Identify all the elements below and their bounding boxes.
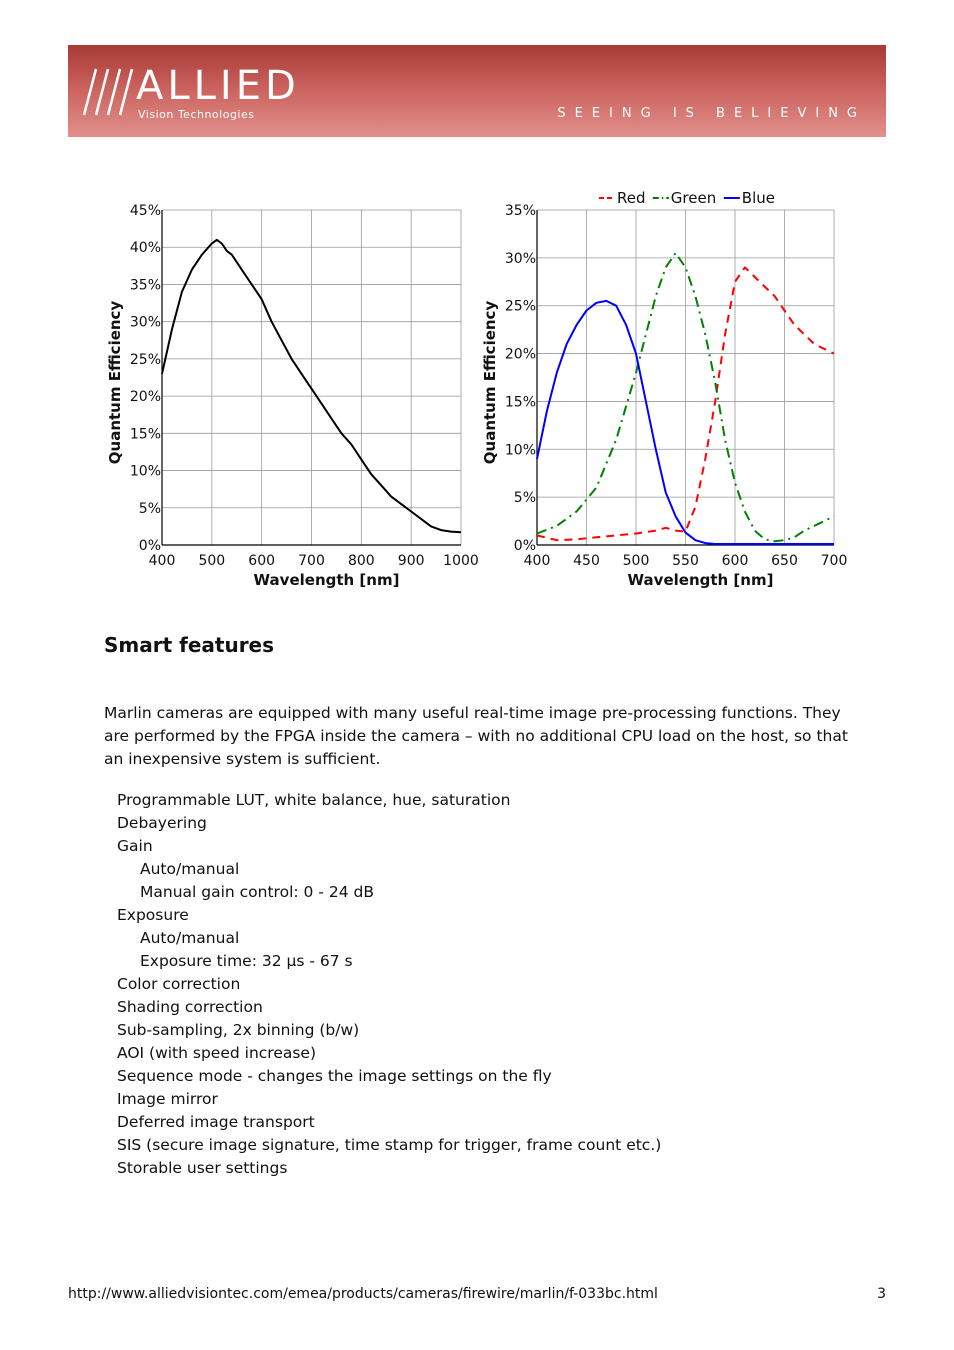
logo-subtext: Vision Technologies xyxy=(138,108,255,121)
feature-label: Sequence mode - changes the image settings on the fly xyxy=(117,1067,552,1085)
feature-label: Storable user settings xyxy=(117,1159,288,1177)
x-axis-label: Wavelength [nm] xyxy=(253,571,400,589)
feature-sublist xyxy=(117,927,661,973)
feature-subitem: Manual gain control: 0 - 24 dB xyxy=(140,883,374,901)
tagline: SEEING IS BELIEVING xyxy=(557,106,866,121)
section-heading: Smart features xyxy=(104,633,275,657)
x-tick-label: 500 xyxy=(622,553,650,569)
y-tick-label: 15% xyxy=(129,426,161,443)
x-tick-label: 650 xyxy=(771,553,798,569)
feature-item xyxy=(117,1088,661,1111)
x-tick-label: 500 xyxy=(198,553,226,569)
y-tick-label: 10% xyxy=(504,442,536,459)
page-number: 3 xyxy=(877,1286,886,1302)
y-tick-label: 40% xyxy=(129,240,161,257)
x-tick-label: 550 xyxy=(672,553,699,569)
x-tick-label: 700 xyxy=(298,553,325,569)
y-tick-label: 35% xyxy=(129,277,161,294)
legend-label: Red xyxy=(617,189,646,207)
qe-chart-mono xyxy=(0,180,480,600)
feature-label: Shading correction xyxy=(117,998,263,1016)
x-axis-label: Wavelength [nm] xyxy=(627,571,774,589)
y-tick-label: 30% xyxy=(504,250,536,267)
feature-item xyxy=(117,789,661,812)
feature-item xyxy=(117,1019,661,1042)
feature-item xyxy=(117,973,661,996)
feature-sublist xyxy=(117,858,661,904)
y-tick-label: 20% xyxy=(504,346,536,363)
x-tick-label: 600 xyxy=(248,553,276,569)
feature-label: Deferred image transport xyxy=(117,1113,315,1131)
feature-label: Color correction xyxy=(117,975,241,993)
y-tick-label: 15% xyxy=(504,394,536,411)
feature-label: Programmable LUT, white balance, hue, saturation xyxy=(117,791,511,809)
logo-slashes-icon xyxy=(82,67,134,117)
company-logo xyxy=(82,63,342,123)
feature-item xyxy=(117,904,661,973)
x-tick-label: 600 xyxy=(721,553,749,569)
feature-subitem: Auto/manual xyxy=(140,860,240,878)
y-tick-label: 5% xyxy=(138,500,161,517)
x-tick-label: 700 xyxy=(820,553,848,569)
feature-label: SIS (secure image signature, time stamp for trigger, frame count etc.) xyxy=(117,1136,662,1154)
y-tick-label: 25% xyxy=(129,351,161,368)
logo-wordmark: ALLIED xyxy=(136,63,300,109)
x-tick-label: 450 xyxy=(573,553,600,569)
y-axis-label: Quantum Efficiency xyxy=(106,300,124,465)
y-tick-label: 20% xyxy=(129,389,161,406)
y-tick-label: 45% xyxy=(129,203,161,219)
legend-label: Blue xyxy=(741,189,776,207)
feature-label: Gain xyxy=(117,837,153,855)
feature-item xyxy=(117,812,661,835)
y-tick-label: 10% xyxy=(129,463,161,480)
y-tick-label: 25% xyxy=(504,298,536,315)
y-tick-label: 30% xyxy=(129,314,161,331)
x-tick-label: 400 xyxy=(148,553,176,569)
feature-label: Sub-sampling, 2x binning (b/w) xyxy=(117,1021,360,1039)
feature-subitem: Auto/manual xyxy=(140,929,240,947)
feature-item xyxy=(117,996,661,1019)
feature-item xyxy=(117,835,661,904)
feature-item xyxy=(117,1111,661,1134)
feature-label: Exposure xyxy=(117,906,189,924)
feature-item xyxy=(117,1157,661,1180)
x-tick-label: 400 xyxy=(523,553,551,569)
header-banner xyxy=(68,45,886,137)
feature-item xyxy=(117,1065,661,1088)
y-tick-label: 5% xyxy=(513,490,536,507)
feature-list xyxy=(117,789,661,1180)
y-axis-label: Quantum Efficiency xyxy=(481,300,499,465)
y-tick-label: 0% xyxy=(138,538,161,554)
footer-url[interactable]: http://www.alliedvisiontec.com/emea/products/cameras/firewire/marlin/f-033bc.html xyxy=(68,1286,658,1302)
legend-label: Green xyxy=(670,189,717,207)
intro-paragraph: Marlin cameras are equipped with many useful real-time image pre-processing functions. They are performed by the FPGA inside the camera – with no additional CPU load on the host, so that an inexpensive system is sufficient. xyxy=(104,704,848,768)
x-tick-label: 800 xyxy=(347,553,375,569)
feature-item xyxy=(117,1042,661,1065)
x-tick-label: 1000 xyxy=(443,553,479,569)
qe-chart-color xyxy=(470,180,870,600)
y-tick-label: 0% xyxy=(513,538,536,554)
x-tick-label: 900 xyxy=(397,553,425,569)
y-tick-label: 35% xyxy=(504,203,536,219)
feature-label: Image mirror xyxy=(117,1090,218,1108)
feature-label: AOI (with speed increase) xyxy=(117,1044,317,1062)
feature-label: Debayering xyxy=(117,814,207,832)
feature-subitem: Exposure time: 32 µs - 67 s xyxy=(140,952,353,970)
feature-item xyxy=(117,1134,661,1157)
